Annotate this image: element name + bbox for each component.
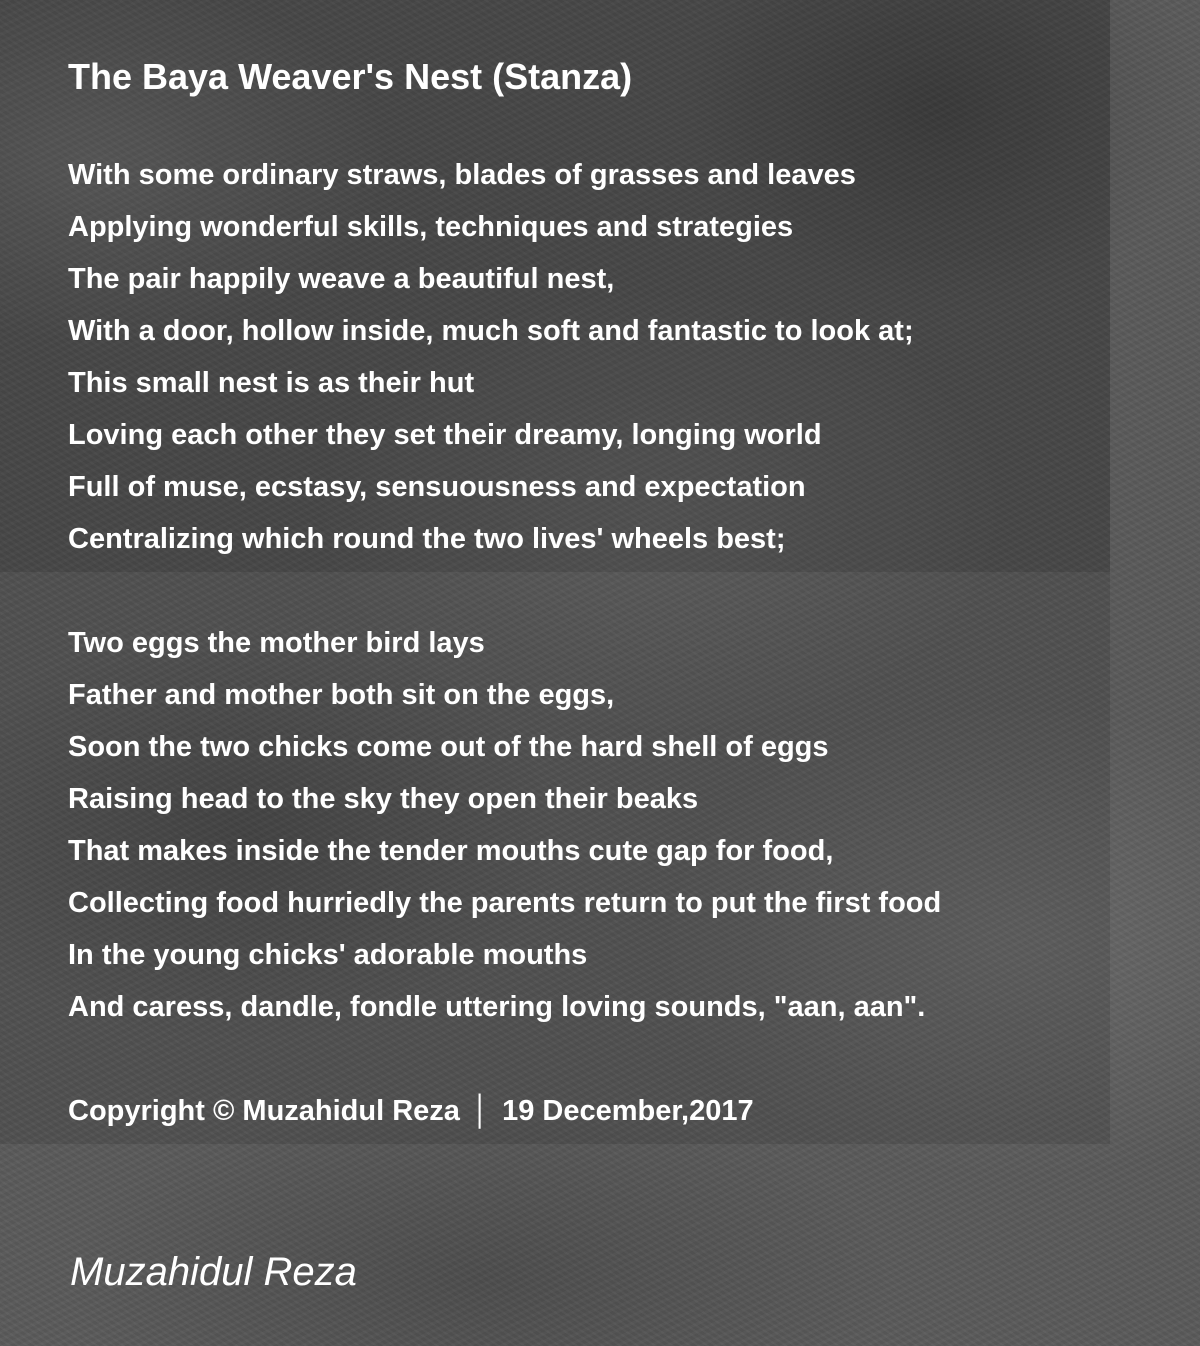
copyright-text: Copyright © Muzahidul Reza	[68, 1095, 460, 1127]
stanza-2	[68, 617, 1098, 1033]
poem-line: Father and mother both sit on the eggs,	[68, 679, 615, 711]
poem-line: With a door, hollow inside, much soft and fantastic to look at;	[68, 315, 914, 347]
poem-line: Centralizing which round the two lives' wheels best;	[68, 523, 786, 555]
poem-line: Applying wonderful skills, techniques and strategies	[68, 211, 794, 243]
poem-line: Soon the two chicks come out of the hard shell of eggs	[68, 731, 829, 763]
author-signature: Muzahidul Reza	[70, 1250, 357, 1294]
copyright-line	[68, 1085, 1098, 1137]
copyright-separator: │	[471, 1095, 491, 1127]
poem-line: Two eggs the mother bird lays	[68, 627, 485, 659]
poem-line: Loving each other they set their dreamy, longing world	[68, 419, 822, 451]
poem-content	[68, 52, 1098, 1137]
poem-line: The pair happily weave a beautiful nest,	[68, 263, 615, 295]
poem-title: The Baya Weaver's Nest (Stanza)	[68, 56, 633, 97]
poem-line: Raising head to the sky they open their beaks	[68, 783, 699, 815]
poem-line: Collecting food hurriedly the parents return to put the first food	[68, 887, 942, 919]
poem-line: Full of muse, ecstasy, sensuousness and expectation	[68, 471, 806, 503]
copyright-date: 19 December,2017	[502, 1095, 754, 1127]
poem-line: With some ordinary straws, blades of grasses and leaves	[68, 159, 856, 191]
poem-line: This small nest is as their hut	[68, 367, 475, 399]
poem-line: And caress, dandle, fondle uttering loving sounds, "aan, aan".	[68, 991, 926, 1023]
poem-line: That makes inside the tender mouths cute gap for food,	[68, 835, 834, 867]
poem-line: In the young chicks' adorable mouths	[68, 939, 588, 971]
stanza-1	[68, 149, 1098, 565]
